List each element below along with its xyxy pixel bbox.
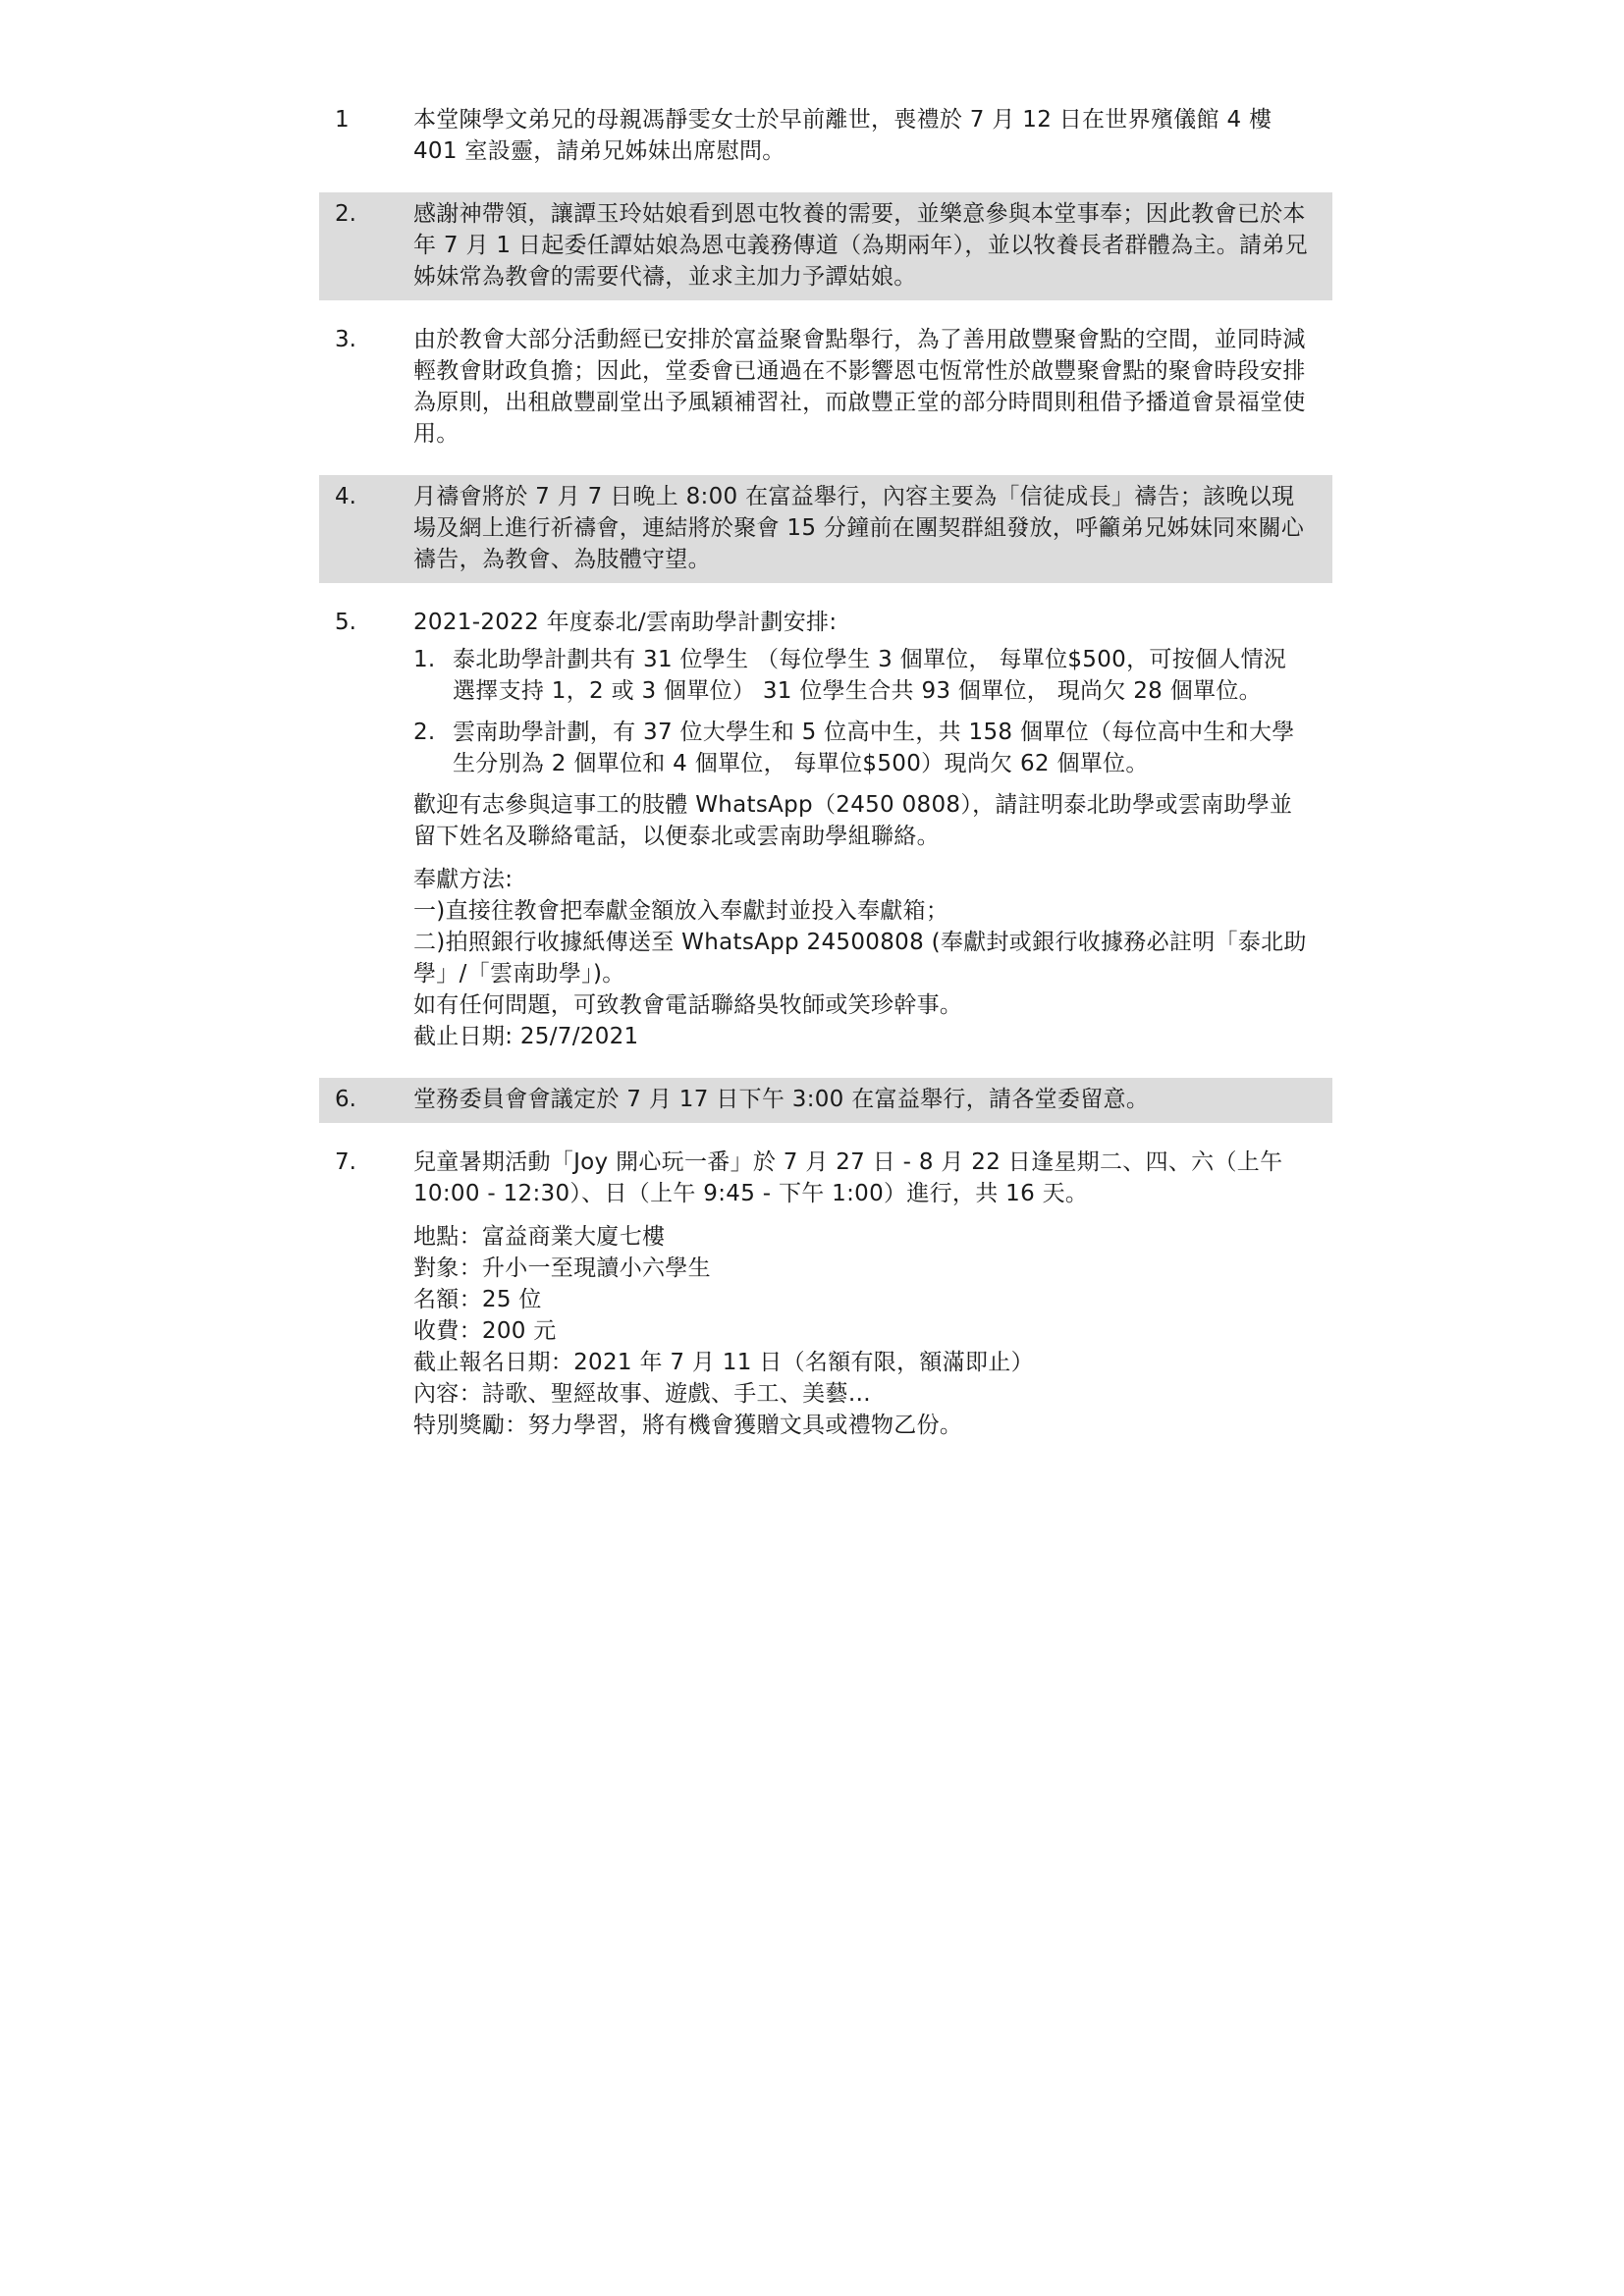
welcome-text: 歡迎有志參與這事工的肢體 WhatsApp（2450 0808），請註明泰北助學或雲南助學並留下姓名及聯絡電話，以便泰北或雲南助學組聯絡。 xyxy=(413,792,1293,849)
sub-item-text: 雲南助學計劃，有 37 位大學生和 5 位高中生，共 158 個單位（每位高中生和大學生分別為 2 個單位和 4 個單位， 每單位$500）現尚欠 62 個單位。 xyxy=(453,720,1295,776)
announcements xyxy=(319,98,1332,1467)
method-2: 二)拍照銀行收據紙傳送至 WhatsApp 24500808 (奉獻封或銀行收據務必註明「泰北助學」/「雲南助學」)。 xyxy=(413,930,1307,987)
item-text: 兒童暑期活動「Joy 開心玩一番」於 7 月 27 日 - 8 月 22 日逢星期二、四、六（上午 10:00 - 12:30）、日（上午 9:45 - 下午 1:00）進行，共 16 天。 xyxy=(413,1149,1283,1206)
sub-item-number: 1. xyxy=(413,647,436,672)
announcement-7 xyxy=(319,1141,1332,1449)
announcement-1 xyxy=(319,98,1332,175)
announcement-3 xyxy=(319,318,1332,457)
item-number: 3. xyxy=(335,327,356,352)
contact-text: 如有任何問題，可致教會電話聯絡吳牧師或笑珍幹事。 xyxy=(413,992,963,1018)
announcement-4 xyxy=(319,475,1332,583)
item-intro: 2021-2022 年度泰北/雲南助學計劃安排: xyxy=(413,610,838,635)
item-text: 月禱會將於 7 月 7 日晚上 8:00 在富益舉行，內容主要為「信徒成長」禱告；該晚以現場及網上進行祈禱會，連結將於聚會 15 分鐘前在團契群組發放，呼籲弟兄姊妹同來關心禱告，為教會、為肢體守望。 xyxy=(413,484,1305,572)
detail-line: 截止報名日期：2021 年 7 月 11 日（名額有限，額滿即止） xyxy=(413,1350,1034,1375)
sub-item-text: 泰北助學計劃共有 31 位學生 （每位學生 3 個單位， 每單位$500，可按個人情況選擇支持 1，2 或 3 個單位） 31 位學生合共 93 個單位， 現尚欠 28 個單位。 xyxy=(453,647,1287,704)
deadline-text: 截止日期: 25/7/2021 xyxy=(413,1024,639,1049)
sub-item-2 xyxy=(413,717,1309,779)
item-number: 7. xyxy=(335,1149,356,1175)
item-number: 6. xyxy=(335,1087,356,1112)
method-title: 奉獻方法: xyxy=(413,867,514,892)
item-number: 2. xyxy=(335,201,356,227)
method-1: 一)直接往教會把奉獻金額放入奉獻封並投入奉獻箱； xyxy=(413,898,949,924)
detail-line: 特別獎勵：努力學習，將有機會獲贈文具或禮物乙份。 xyxy=(413,1413,963,1438)
sub-item-number: 2. xyxy=(413,720,436,745)
item-number: 5. xyxy=(335,610,356,635)
item-text: 本堂陳學文弟兄的母親馮靜雯女士於早前離世，喪禮於 7 月 12 日在世界殯儀館 4 樓 401 室設靈，請弟兄姊妹出席慰問。 xyxy=(413,107,1272,164)
announcement-6 xyxy=(319,1078,1332,1123)
detail-line: 對象：升小一至現讀小六學生 xyxy=(413,1255,711,1281)
detail-line: 名額：25 位 xyxy=(413,1287,542,1312)
item-number: 1 xyxy=(335,107,350,133)
detail-line: 收費：200 元 xyxy=(413,1318,557,1344)
announcement-2 xyxy=(319,192,1332,300)
detail-line: 地點：富益商業大廈七樓 xyxy=(413,1224,666,1250)
sub-item-1 xyxy=(413,644,1309,707)
item-number: 4. xyxy=(335,484,356,509)
announcement-5 xyxy=(319,601,1332,1060)
detail-line: 內容：詩歌、聖經故事、遊戲、手工、美藝… xyxy=(413,1381,871,1407)
item-text: 由於教會大部分活動經已安排於富益聚會點舉行，為了善用啟豐聚會點的空間，並同時減輕教會財政負擔；因此，堂委會已通過在不影響恩屯恆常性於啟豐聚會點的聚會時段安排為原則，出租啟豐副堂出予風穎補習社，而啟豐正堂的部分時間則租借予播道會景福堂使用。 xyxy=(413,327,1306,447)
item-text: 堂務委員會會議定於 7 月 17 日下午 3:00 在富益舉行，請各堂委留意。 xyxy=(413,1087,1150,1112)
item-text: 感謝神帶領，讓譚玉玲姑娘看到恩屯牧養的需要，並樂意參與本堂事奉；因此教會已於本年 7 月 1 日起委任譚姑娘為恩屯義務傳道（為期兩年），並以牧養長者群體為主。請弟兄姊妹常為教會的需要代禱，並求主加力予譚姑娘。 xyxy=(413,201,1308,290)
